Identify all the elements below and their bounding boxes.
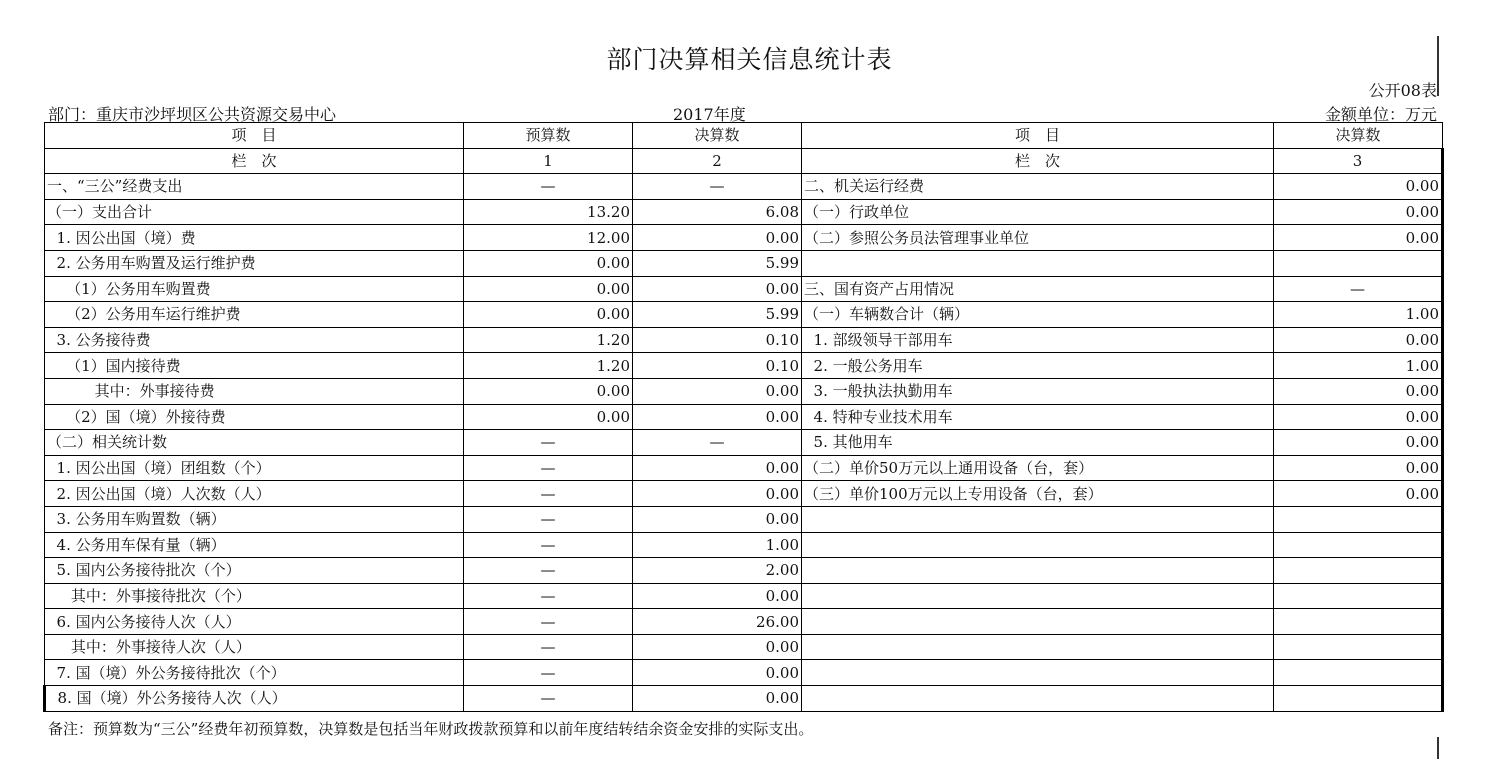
row-final-left: 0.10 — [633, 353, 802, 379]
row-final-right — [1274, 558, 1443, 584]
table-row — [45, 634, 1443, 660]
row-item-left: （二）相关统计数 — [45, 430, 464, 456]
table-row — [45, 199, 1443, 225]
table-row — [45, 225, 1443, 251]
row-item-right — [802, 609, 1274, 635]
table-row — [45, 558, 1443, 584]
row-item-right: 3. 一般执法执勤用车 — [802, 378, 1274, 404]
row-item-right: 1. 部级领导干部用车 — [802, 327, 1274, 353]
row-budget: — — [464, 532, 633, 558]
row-final-left: 5.99 — [633, 250, 802, 276]
row-item-left: 2. 因公出国（境）人次数（人） — [45, 481, 464, 507]
row-final-right — [1274, 660, 1443, 686]
table-body — [45, 174, 1443, 711]
header-final-right: 决算数 — [1274, 123, 1443, 149]
row-item-right — [802, 660, 1274, 686]
table-row — [45, 404, 1443, 430]
column-label-left: 栏 次 — [45, 148, 464, 174]
row-budget: — — [464, 174, 633, 200]
column-label-3: 3 — [1274, 148, 1443, 174]
row-item-right: 4. 特种专业技术用车 — [802, 404, 1274, 430]
row-final-right: 0.00 — [1274, 199, 1443, 225]
row-final-right — [1274, 506, 1443, 532]
header-item-right: 项 目 — [802, 123, 1274, 149]
column-label-right: 栏 次 — [802, 148, 1274, 174]
row-item-right: 5. 其他用车 — [802, 430, 1274, 456]
header-final-left: 决算数 — [633, 123, 802, 149]
row-final-right: 0.00 — [1274, 430, 1443, 456]
table-row — [45, 378, 1443, 404]
row-budget: — — [464, 481, 633, 507]
row-budget: 0.00 — [464, 302, 633, 328]
row-item-right: （一）行政单位 — [802, 199, 1274, 225]
row-item-left: 1. 因公出国（境）团组数（个） — [45, 455, 464, 481]
table-row — [45, 506, 1443, 532]
year-label: 2017年度 — [673, 105, 746, 124]
row-final-left: 2.00 — [633, 558, 802, 584]
table-row — [45, 250, 1443, 276]
table-row — [45, 276, 1443, 302]
margin-line-top — [1437, 36, 1439, 96]
row-item-right — [802, 634, 1274, 660]
row-final-left: 0.00 — [633, 225, 802, 251]
table-row — [45, 583, 1443, 609]
table-code: 公开08表 — [1368, 81, 1437, 100]
row-budget: — — [464, 506, 633, 532]
row-final-left: — — [633, 174, 802, 200]
row-budget: 13.20 — [464, 199, 633, 225]
row-final-left: — — [633, 430, 802, 456]
table-row — [45, 455, 1443, 481]
column-label-2: 2 — [633, 148, 802, 174]
row-item-left: 4. 公务用车保有量（辆） — [45, 532, 464, 558]
row-item-left: （1）国内接待费 — [45, 353, 464, 379]
table-row — [45, 532, 1443, 558]
row-item-left: （一）支出合计 — [45, 199, 464, 225]
row-final-left: 0.00 — [633, 634, 802, 660]
row-budget: 0.00 — [464, 276, 633, 302]
row-final-left: 0.00 — [633, 481, 802, 507]
row-item-left: 其中：外事接待批次（个） — [45, 583, 464, 609]
table-row — [45, 660, 1443, 686]
row-final-left: 6.08 — [633, 199, 802, 225]
row-budget: — — [464, 634, 633, 660]
row-item-left: 一、“三公”经费支出 — [45, 174, 464, 200]
row-budget: 0.00 — [464, 404, 633, 430]
row-item-right — [802, 583, 1274, 609]
row-item-right: （一）车辆数合计（辆） — [802, 302, 1274, 328]
row-final-right: 0.00 — [1274, 404, 1443, 430]
row-budget: — — [464, 455, 633, 481]
header-budget: 预算数 — [464, 123, 633, 149]
row-item-right — [802, 250, 1274, 276]
row-final-right — [1274, 609, 1443, 635]
row-item-right — [802, 558, 1274, 584]
row-budget: 0.00 — [464, 378, 633, 404]
row-budget: 0.00 — [464, 250, 633, 276]
row-final-left: 0.00 — [633, 276, 802, 302]
header-item-left: 项 目 — [45, 123, 464, 149]
row-item-left: 2. 公务用车购置及运行维护费 — [45, 250, 464, 276]
row-item-left: 3. 公务接待费 — [45, 327, 464, 353]
row-final-right: 1.00 — [1274, 353, 1443, 379]
row-item-right — [802, 686, 1274, 712]
row-final-left: 1.00 — [633, 532, 802, 558]
row-budget: — — [464, 430, 633, 456]
row-final-left: 0.00 — [633, 660, 802, 686]
row-item-right: （三）单价100万元以上专用设备（台，套） — [802, 481, 1274, 507]
row-budget: 1.20 — [464, 353, 633, 379]
row-final-left: 0.00 — [633, 583, 802, 609]
row-item-left: 5. 国内公务接待批次（个） — [45, 558, 464, 584]
row-final-right: 1.00 — [1274, 302, 1443, 328]
row-item-right — [802, 532, 1274, 558]
row-budget: — — [464, 609, 633, 635]
row-budget: 1.20 — [464, 327, 633, 353]
row-final-right: 0.00 — [1274, 455, 1443, 481]
row-item-right: 二、机关运行经费 — [802, 174, 1274, 200]
row-item-right: 2. 一般公务用车 — [802, 353, 1274, 379]
margin-line-bottom — [1437, 737, 1439, 759]
row-final-left: 0.10 — [633, 327, 802, 353]
statistics-table — [43, 122, 1444, 712]
row-item-left: （2）公务用车运行维护费 — [45, 302, 464, 328]
table-row — [45, 430, 1443, 456]
table-row — [45, 353, 1443, 379]
row-final-right: 0.00 — [1274, 378, 1443, 404]
row-final-right — [1274, 532, 1443, 558]
row-final-right: 0.00 — [1274, 225, 1443, 251]
row-item-right: 三、国有资产占用情况 — [802, 276, 1274, 302]
row-final-right — [1274, 686, 1443, 712]
table-row — [45, 302, 1443, 328]
row-budget: — — [464, 686, 633, 712]
table-row — [45, 174, 1443, 200]
row-item-left: （1）公务用车购置费 — [45, 276, 464, 302]
row-item-left: 6. 国内公务接待人次（人） — [45, 609, 464, 635]
row-budget: — — [464, 558, 633, 584]
row-final-right — [1274, 634, 1443, 660]
unit-label: 金额单位：万元 — [1324, 105, 1437, 124]
table-row — [45, 609, 1443, 635]
row-item-left: 1. 因公出国（境）费 — [45, 225, 464, 251]
row-final-right: — — [1274, 276, 1443, 302]
column-label-1: 1 — [464, 148, 633, 174]
page-title: 部门决算相关信息统计表 — [606, 45, 893, 74]
row-item-left: 其中：外事接待费 — [45, 378, 464, 404]
row-final-right — [1274, 250, 1443, 276]
row-final-left: 5.99 — [633, 302, 802, 328]
row-final-right — [1274, 583, 1443, 609]
department-label: 部门：重庆市沙坪坝区公共资源交易中心 — [48, 105, 337, 124]
row-final-left: 0.00 — [633, 404, 802, 430]
row-budget: 12.00 — [464, 225, 633, 251]
row-item-left: 8. 国（境）外公务接待人次（人） — [45, 686, 464, 712]
row-final-right: 0.00 — [1274, 327, 1443, 353]
row-item-right — [802, 506, 1274, 532]
row-item-left: 3. 公务用车购置数（辆） — [45, 506, 464, 532]
row-budget: — — [464, 583, 633, 609]
row-final-left: 0.00 — [633, 455, 802, 481]
table-row — [45, 481, 1443, 507]
footnote: 备注：预算数为“三公”经费年初预算数，决算数是包括当年财政拨款预算和以前年度结转结余资金安排的实际支出。 — [48, 720, 814, 738]
row-item-left: （2）国（境）外接待费 — [45, 404, 464, 430]
row-item-right: （二）单价50万元以上通用设备（台，套） — [802, 455, 1274, 481]
row-final-right: 0.00 — [1274, 174, 1443, 200]
row-budget: — — [464, 660, 633, 686]
table-row — [45, 686, 1443, 712]
row-final-left: 26.00 — [633, 609, 802, 635]
row-item-left: 7. 国（境）外公务接待批次（个） — [45, 660, 464, 686]
row-final-left: 0.00 — [633, 686, 802, 712]
row-item-right: （二）参照公务员法管理事业单位 — [802, 225, 1274, 251]
row-final-right: 0.00 — [1274, 481, 1443, 507]
header-row — [45, 123, 1443, 149]
row-item-left: 其中：外事接待人次（人） — [45, 634, 464, 660]
row-final-left: 0.00 — [633, 506, 802, 532]
table-row — [45, 327, 1443, 353]
row-final-left: 0.00 — [633, 378, 802, 404]
column-label-row — [45, 148, 1443, 174]
